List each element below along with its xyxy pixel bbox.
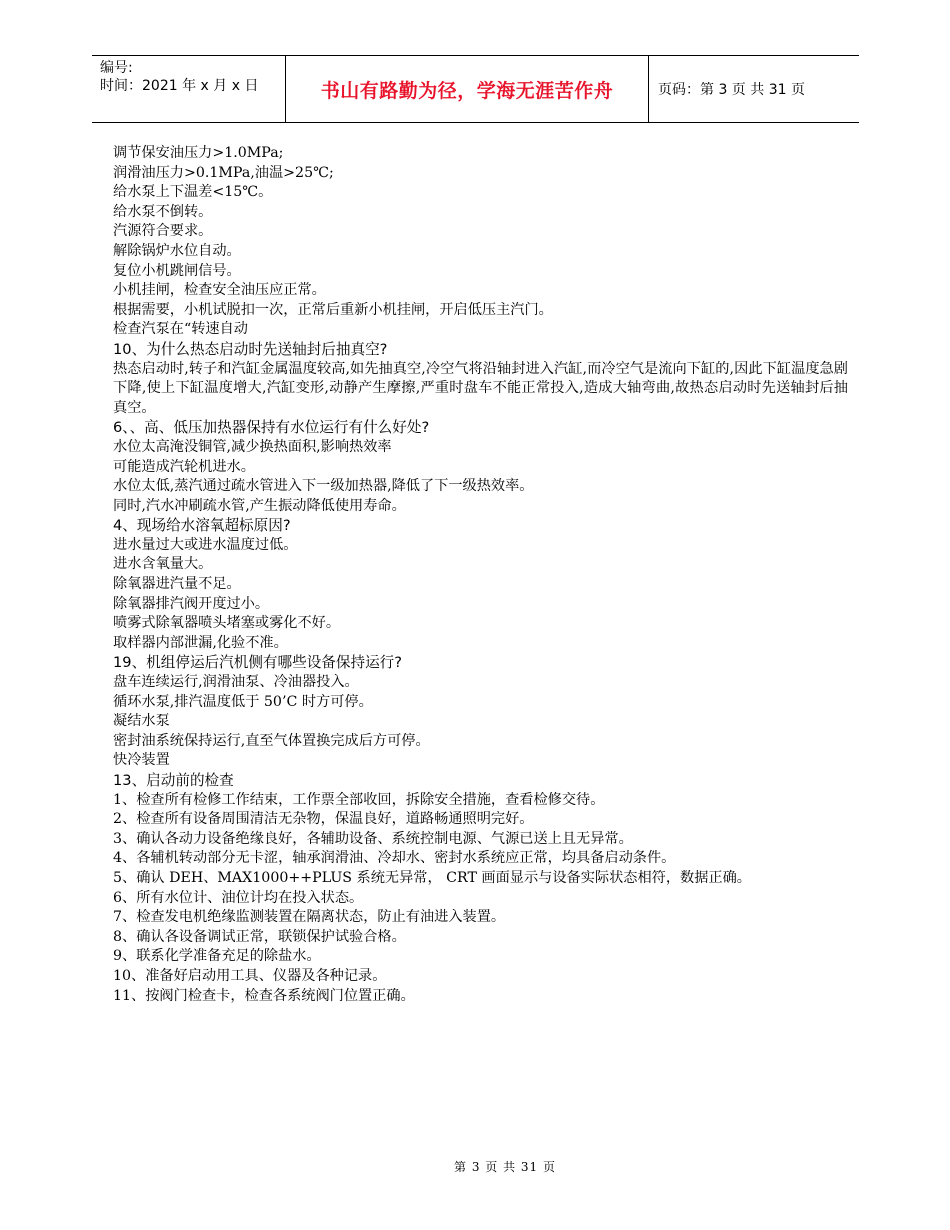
body-text-line: 除氧器排汽阀开度过小。 <box>113 595 270 612</box>
body-text-line: 8、确认各设备调试正常，联锁保护试验合格。 <box>113 928 406 945</box>
body-text-line: 10、准备好启动用工具、仪器及各种记录。 <box>113 967 387 984</box>
body-text-line: 盘车连续运行,润滑油泵、冷油器投入。 <box>113 674 359 691</box>
header-page-number: 页码：第 3 页 共 31 页 <box>658 82 805 98</box>
body-text-line: 小机挂闸，检查安全油压应正常。 <box>113 282 326 299</box>
body-text-line: 水位太高淹没铜管,减少换热面积,影响热效率 <box>113 438 392 455</box>
document-body <box>113 144 848 1006</box>
body-text-line: 1、检查所有检修工作结束，工作票全部收回，拆除安全措施，查看检修交待。 <box>113 791 605 808</box>
header-info-cell <box>92 56 285 122</box>
body-text-line: 凝结水泵 <box>113 713 170 730</box>
body-text-line: 快冷装置 <box>113 752 170 769</box>
body-text-line: 2、检查所有设备周围清洁无杂物，保温良好，道路畅通照明完好。 <box>113 811 534 828</box>
body-text-line: 检查汽泵在“转速自动 <box>113 321 248 338</box>
body-text-line: 喷雾式除氧器喷头堵塞或雾化不好。 <box>113 615 341 632</box>
body-text-line: 水位太低,蒸汽通过疏水管进入下一级加热器,降低了下一级热效率。 <box>113 478 534 495</box>
page-footer <box>0 1158 950 1175</box>
question-heading: 6、、高、低压加热器保持有水位运行有什么好处? <box>113 419 430 437</box>
body-text-line: 进水含氧量大。 <box>113 556 213 573</box>
body-text-line: 给水泵不倒转。 <box>113 203 213 220</box>
body-text-line: 根据需要，小机试脱扣一次，正常后重新小机挂闸，开启低压主汽门。 <box>113 301 553 318</box>
body-text-line: 9、联系化学准备充足的除盐水。 <box>113 948 321 965</box>
body-text-line: 调节保安油压力>1.0MPa; <box>113 145 284 161</box>
body-text-line: 11、按阀门检查卡，检查各系统阀门位置正确。 <box>113 987 415 1004</box>
body-text-line: 复位小机跳闸信号。 <box>113 262 241 279</box>
footer-page-number: 第 3 页 共 31 页 <box>454 1160 556 1174</box>
document-number-label: 编号: <box>100 60 133 76</box>
document-date-label: 时间：2021 年 x 月 x 日 <box>100 78 259 94</box>
body-text-line: 除氧器进汽量不足。 <box>113 576 241 593</box>
body-text-line: 5、确认 DEH、MAX1000++PLUS 系统无异常， CRT 画面显示与设备实际状态相符，数据正确。 <box>113 869 751 886</box>
body-text-line: 汽源符合要求。 <box>113 223 213 240</box>
body-text-line: 7、检查发电机绝缘监测装置在隔离状态，防止有油进入装置。 <box>113 909 506 926</box>
page-header <box>92 55 859 123</box>
body-text-line: 润滑油压力>0.1MPa,油温>25℃; <box>113 164 334 181</box>
question-heading: 10、为什么热态启动时先送轴封后抽真空? <box>113 340 388 358</box>
question-heading: 4、现场给水溶氧超标原因? <box>113 517 291 535</box>
body-paragraph: 热态启动时,转子和汽缸金属温度较高,如先抽真空,冷空气将沿轴封进入汽缸,而冷空气是流向下缸的,因此下缸温度急剧下降,使上下缸温度增大,汽缸变形,动静产生摩擦,严重时盘车不能正常投入,造成大轴弯曲,故热态启动时先送轴封后抽真空。 <box>113 360 848 416</box>
body-text-line: 3、确认各动力设备绝缘良好，各辅助设备、系统控制电源、气源已送上且无异常。 <box>113 830 633 847</box>
body-text-line: 进水量过大或进水温度过低。 <box>113 536 298 553</box>
body-text-line: 6、所有水位计、油位计均在投入状态。 <box>113 889 364 906</box>
body-text-line: 4、各辅机转动部分无卡涩，轴承润滑油、冷却水、密封水系统应正常，均具备启动条件。 <box>113 850 676 867</box>
body-text-line: 可能造成汽轮机进水。 <box>113 458 255 475</box>
header-page-cell <box>649 56 859 122</box>
question-heading: 19、机组停运后汽机侧有哪些设备保持运行? <box>113 654 403 672</box>
body-text-line: 解除锅炉水位自动。 <box>113 242 241 259</box>
question-heading: 13、启动前的检查 <box>113 772 234 789</box>
body-text-line: 同时,汽水冲刷疏水管,产生振动降低使用寿命。 <box>113 497 406 514</box>
body-text-line: 取样器内部泄漏,化验不准。 <box>113 634 288 651</box>
header-motto: 书山有路勤为径，学海无涯苦作舟 <box>285 56 649 122</box>
body-text-line: 给水泵上下温差<15℃。 <box>113 184 273 201</box>
body-text-line: 密封油系统保持运行,直至气体置换完成后方可停。 <box>113 732 430 749</box>
body-text-line: 循环水泵,排汽温度低于 50’C 时方可停。 <box>113 693 373 710</box>
